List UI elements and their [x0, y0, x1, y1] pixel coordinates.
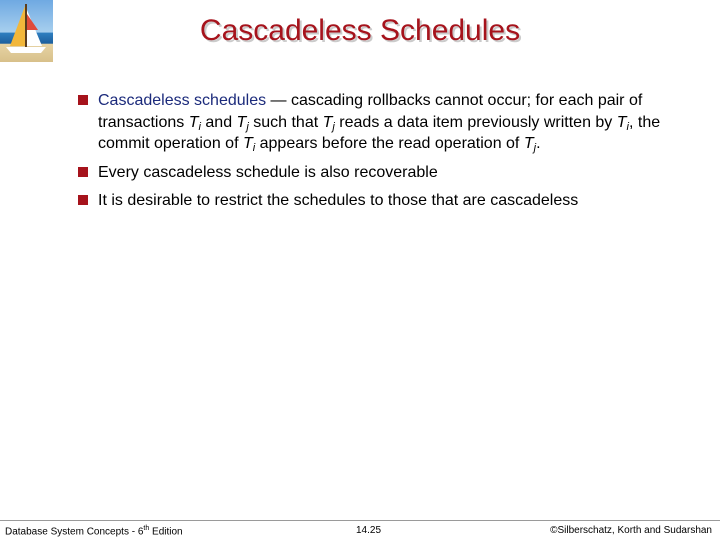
- footer-edition-text: Edition: [149, 526, 183, 538]
- math-sub: i: [198, 120, 201, 133]
- bullet-term: Cascadeless schedules: [98, 92, 267, 109]
- math-sub: i: [626, 120, 629, 133]
- bullet-text: and: [200, 113, 237, 131]
- bullet-item: [78, 90, 678, 155]
- page-number: 14.25: [356, 525, 382, 536]
- math-var: T: [188, 113, 199, 131]
- bullet-text: such that: [248, 113, 323, 131]
- math-var: T: [242, 135, 253, 152]
- bullet-item: [78, 162, 678, 184]
- footer-edition-sup: th: [143, 525, 150, 532]
- math-var: T: [236, 113, 247, 131]
- math-sub: j: [533, 142, 537, 154]
- bullet-item: [78, 190, 678, 212]
- bullet-text: Every cascadeless schedule is also recoverable: [98, 163, 438, 181]
- footer-book-text: Database System Concepts - 6: [5, 526, 144, 538]
- math-var: T: [322, 113, 333, 131]
- math-sub: i: [252, 142, 256, 154]
- math-sub: j: [332, 120, 335, 133]
- bullet-text: appears before the read operation of: [255, 135, 524, 152]
- bullet-text: .: [536, 135, 541, 152]
- math-var: T: [523, 135, 534, 152]
- bullet-list: [78, 90, 678, 219]
- math-var: T: [616, 113, 627, 131]
- page-title: Cascadeless Schedules: [199, 14, 521, 47]
- math-sub: j: [246, 120, 249, 133]
- footer-book-title: [5, 525, 183, 537]
- bullet-text: — cascading rollbacks cannot occur; for each pair of transactions: [98, 92, 643, 131]
- square-bullet-icon: [78, 195, 88, 205]
- square-bullet-icon: [78, 167, 88, 177]
- square-bullet-icon: [78, 95, 88, 105]
- footer-copyright: ©Silberschatz, Korth and Sudarshan: [550, 525, 712, 536]
- bullet-text: It is desirable to restrict the schedules to those that are cascadeless: [98, 192, 579, 209]
- bullet-text: , the commit operation of: [98, 113, 661, 152]
- footer: [0, 520, 720, 541]
- bullet-text: reads a data item previously written by: [334, 113, 617, 131]
